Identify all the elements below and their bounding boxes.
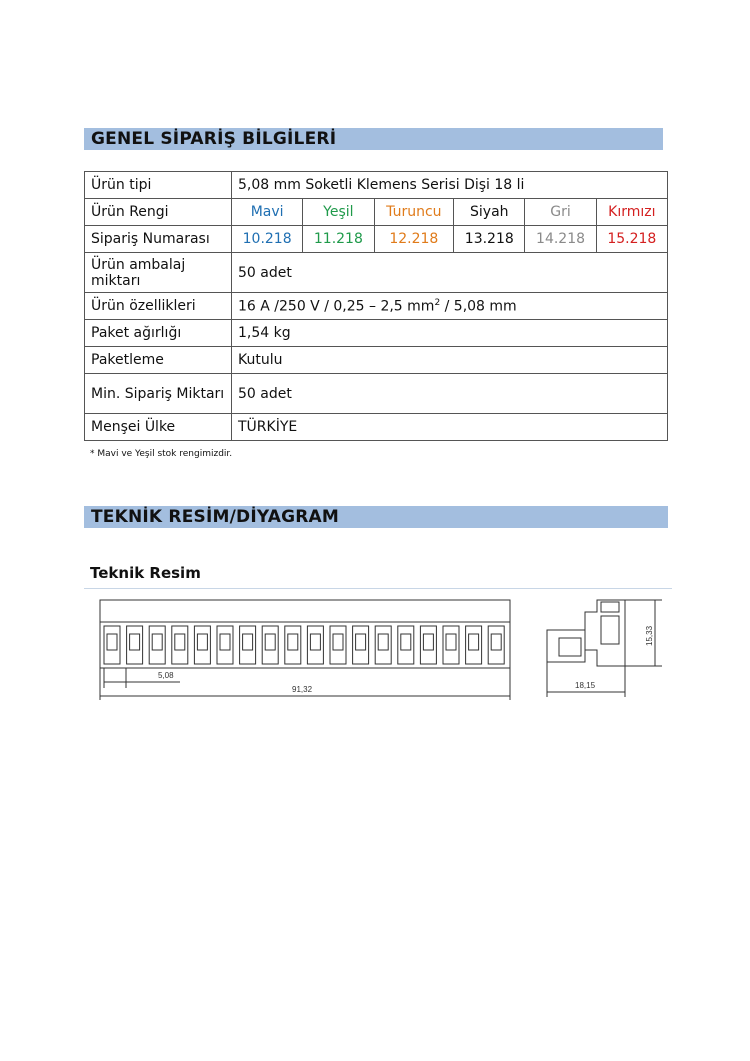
packaging-qty-value: 50 adet — [232, 253, 668, 293]
order-code: 13.218 — [454, 226, 525, 253]
pole-slot — [220, 634, 230, 650]
product-type-label: Ürün tipi — [85, 172, 232, 199]
stock-note: * Mavi ve Yeşil stok rengimizdir. — [90, 449, 233, 459]
origin-label: Menşei Ülke — [85, 414, 232, 441]
height-dimension: 15,33 — [645, 625, 654, 646]
pole-slot — [265, 634, 275, 650]
color-name: Turuncu — [374, 199, 454, 226]
pitch-dimension: 5,08 — [158, 671, 174, 680]
pole-window — [375, 626, 391, 664]
packaging-value: Kutulu — [232, 347, 668, 374]
color-name: Siyah — [454, 199, 525, 226]
weight-value: 1,54 kg — [232, 320, 668, 347]
side-view — [547, 600, 662, 697]
pole-window — [240, 626, 256, 664]
order-code: 12.218 — [374, 226, 454, 253]
length-dimension: 91,32 — [292, 685, 313, 694]
pole-slot — [469, 634, 479, 650]
pole-window — [172, 626, 188, 664]
pole-window — [104, 626, 120, 664]
pole-slot — [243, 634, 253, 650]
technical-subtitle: Teknik Resim — [90, 564, 201, 582]
pole-window — [217, 626, 233, 664]
pole-window — [194, 626, 210, 664]
features-value: 16 A /250 V / 0,25 – 2,5 $mm^2 / 5,08$ mm — [232, 293, 668, 320]
origin-value: TÜRKİYE — [232, 414, 668, 441]
side-socket — [559, 638, 581, 656]
order-code: 11.218 — [303, 226, 374, 253]
order-code: 10.218 — [232, 226, 303, 253]
pole-window — [488, 626, 504, 664]
pole-slot — [175, 634, 185, 650]
pole-window — [127, 626, 143, 664]
color-name: Yeşil — [303, 199, 374, 226]
pole-slot — [333, 634, 343, 650]
pole-slot — [152, 634, 162, 650]
min-order-value: 50 adet — [232, 374, 668, 414]
pole-window — [466, 626, 482, 664]
pole-slot — [401, 634, 411, 650]
pole-window — [398, 626, 414, 664]
pole-window — [149, 626, 165, 664]
pole-slot — [446, 634, 456, 650]
order-number-label: Sipariş Numarası — [85, 226, 232, 253]
color-name: Kırmızı — [596, 199, 667, 226]
pole-group — [104, 626, 504, 664]
pole-slot — [356, 634, 366, 650]
pole-slot — [310, 634, 320, 650]
pole-window — [330, 626, 346, 664]
order-code: 15.218 — [596, 226, 667, 253]
order-code: 14.218 — [525, 226, 596, 253]
technical-title: TEKNİK RESİM/DİYAGRAM — [91, 507, 340, 527]
side-screw — [601, 602, 619, 612]
color-name: Gri — [525, 199, 596, 226]
packaging-qty-label: Ürün ambalaj miktarı — [85, 253, 232, 293]
pole-slot — [107, 634, 117, 650]
color-label: Ürün Rengi — [85, 199, 232, 226]
depth-dimension: 18,15 — [575, 681, 596, 690]
weight-label: Paket ağırlığı — [85, 320, 232, 347]
pole-slot — [130, 634, 140, 650]
side-body — [547, 630, 585, 662]
pole-slot — [288, 634, 298, 650]
pole-window — [307, 626, 323, 664]
pole-window — [443, 626, 459, 664]
pole-window — [353, 626, 369, 664]
color-name: Mavi — [232, 199, 303, 226]
side-clamp — [601, 616, 619, 644]
pole-slot — [378, 634, 388, 650]
pole-window — [262, 626, 278, 664]
features-label: Ürün özellikleri — [85, 293, 232, 320]
pole-slot — [423, 634, 433, 650]
pole-window — [420, 626, 436, 664]
min-order-label: Min. Sipariş Miktarı — [85, 374, 232, 414]
pole-slot — [491, 634, 501, 650]
pole-slot — [197, 634, 207, 650]
product-type-value: 5,08 mm Soketli Klemens Serisi Dişi 18 li — [232, 172, 668, 199]
packaging-label: Paketleme — [85, 347, 232, 374]
pole-window — [285, 626, 301, 664]
general-info-title: GENEL SİPARİŞ BİLGİLERİ — [91, 129, 337, 149]
